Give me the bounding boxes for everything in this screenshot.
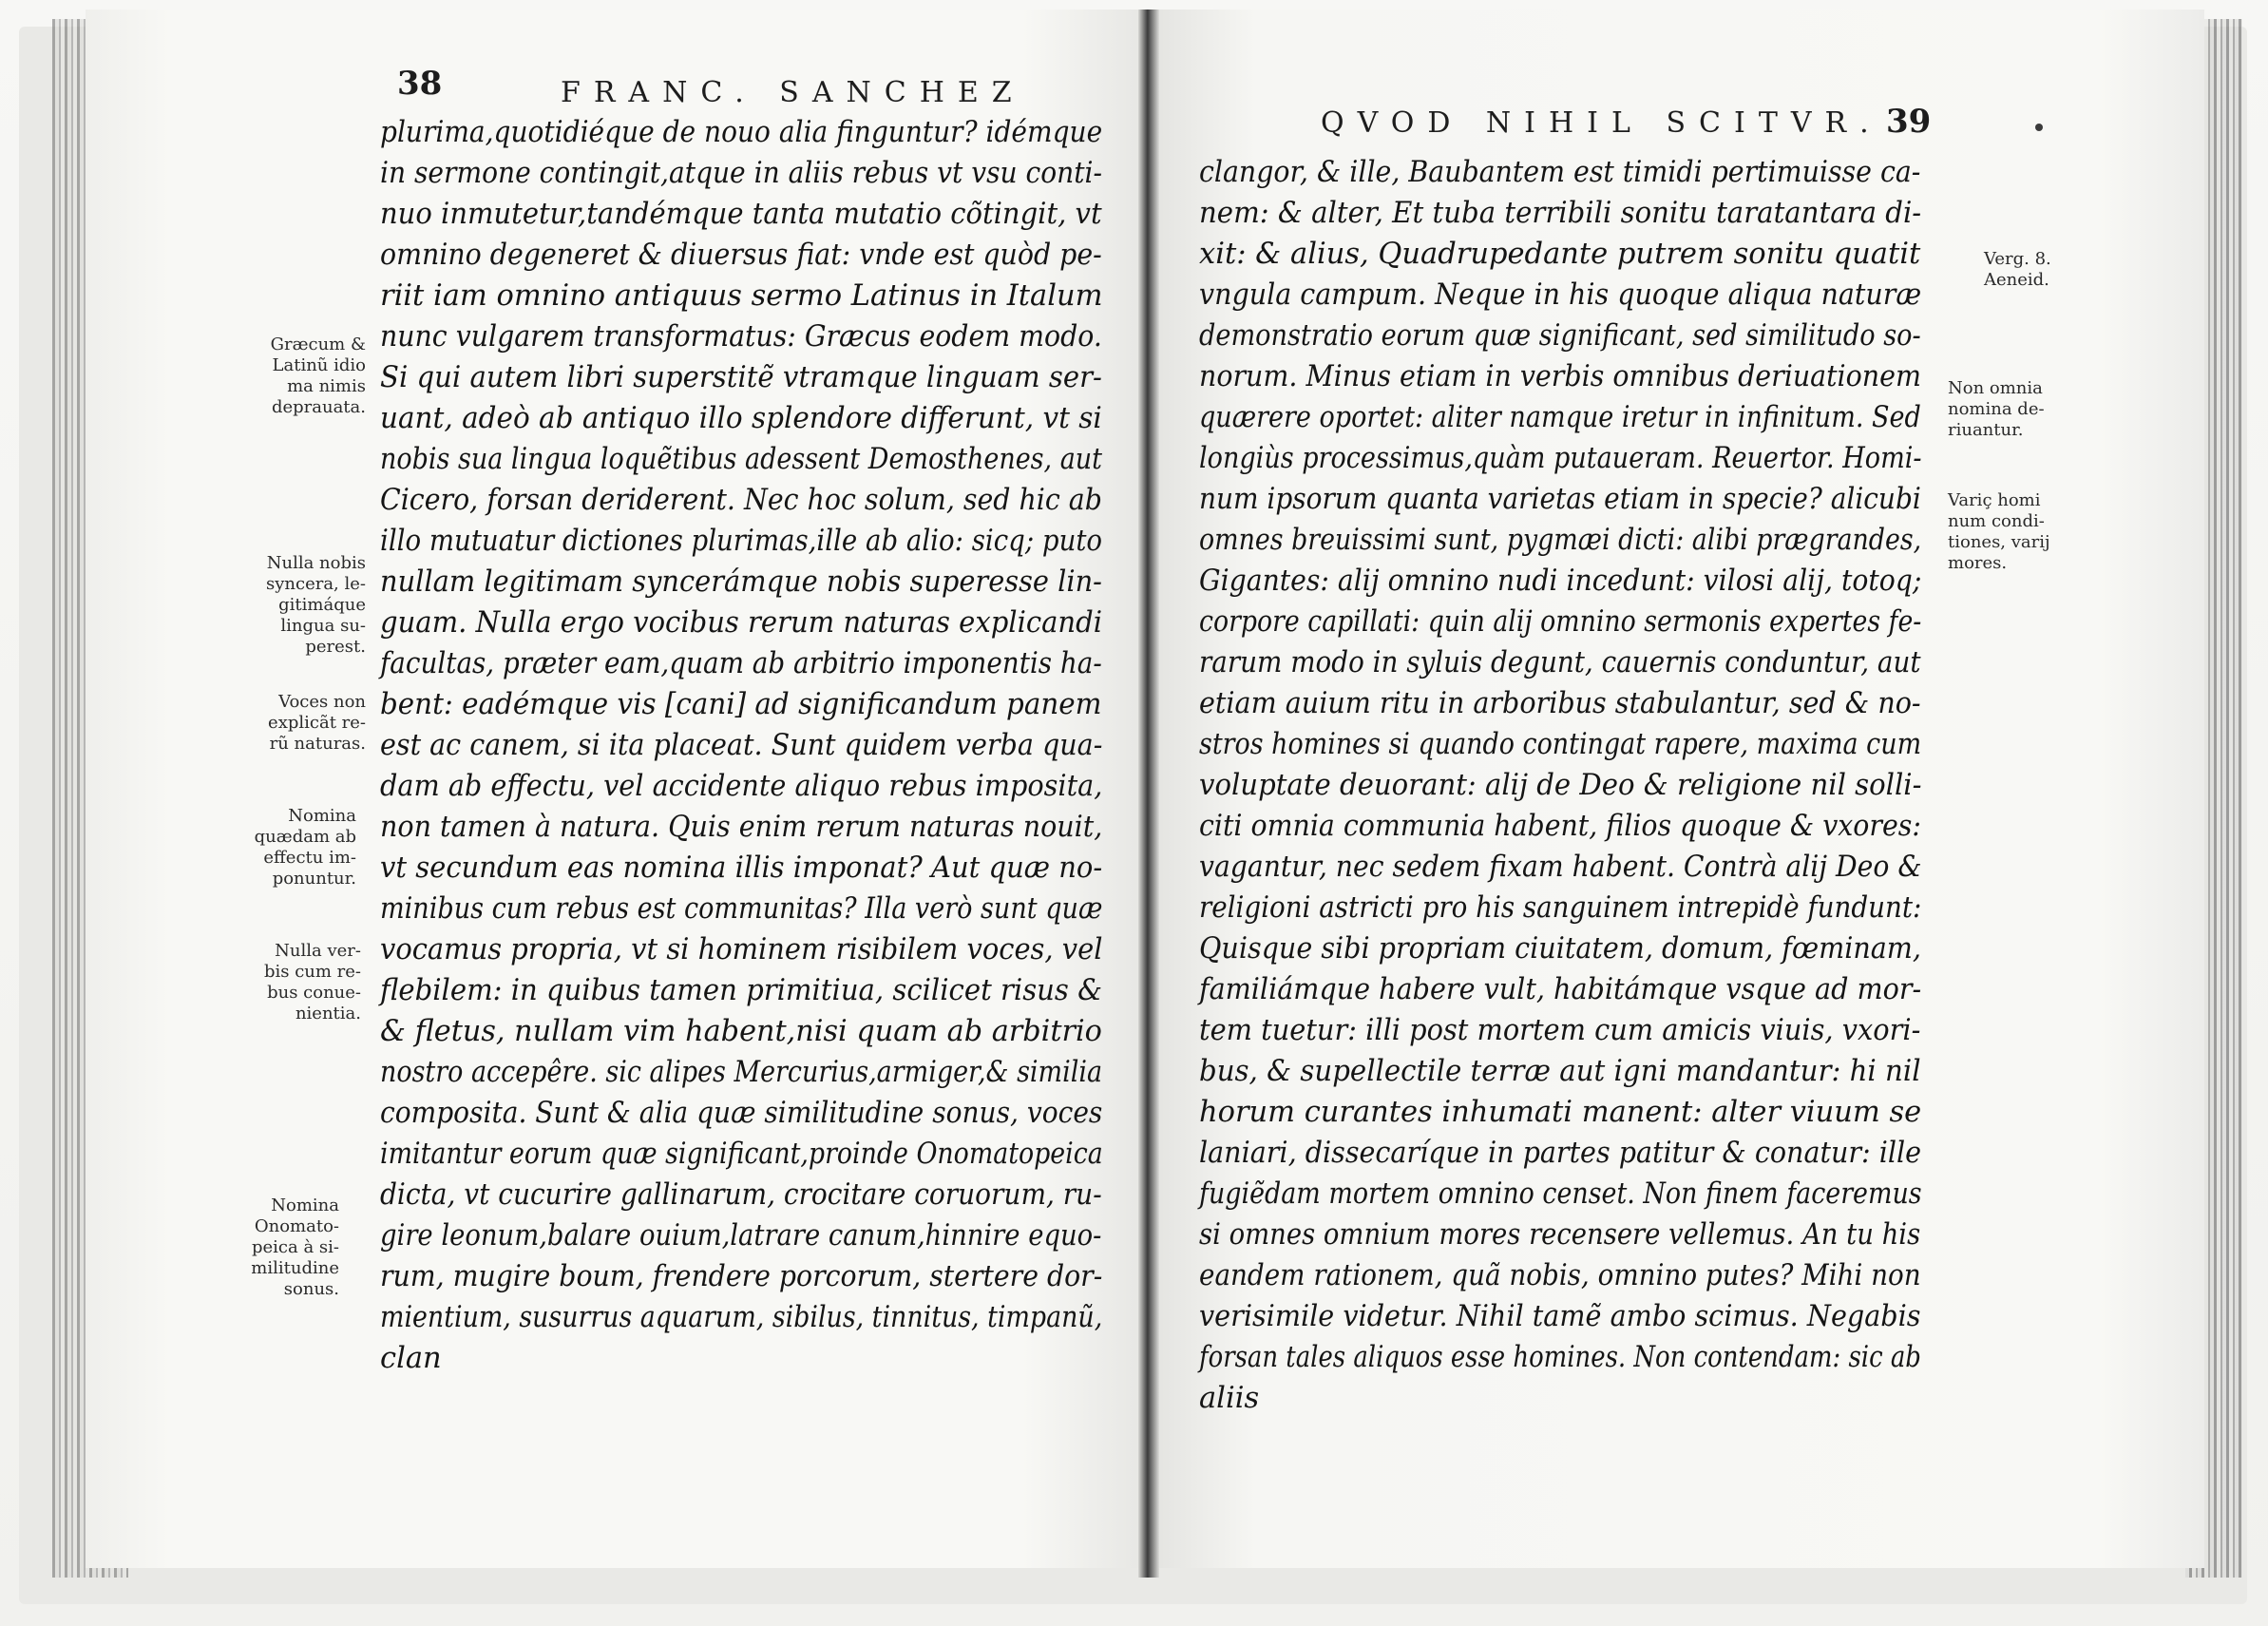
text-line: omnino degeneret & diuersus fiat: vnde est quòd pe-	[380, 239, 1102, 272]
margin-line: gitimáque	[278, 595, 366, 615]
text-line: minibus cum rebus est communitas? Illa verò sunt quæ	[380, 892, 1103, 926]
left-margin-note	[233, 1196, 339, 1300]
text-line: forsan tales aliquos esse homines. Non contendam: sic ab	[1199, 1341, 1921, 1374]
margin-line: explicãt re-	[268, 713, 366, 733]
text-line: si omnes omnium mores recensere vellemus. An tu his	[1199, 1218, 1921, 1252]
text-line: corpore capillati: quin alij omnino sermonis expertes fe-	[1199, 605, 1922, 639]
text-line: nem: & alter, Et tuba terribili sonitu taratantara di-	[1199, 197, 1922, 230]
text-line: vngula campum. Neque in his quoque aliqua naturæ	[1199, 278, 1922, 312]
text-line: est ac canem, si ita placeat. Sunt quidem verba qua-	[380, 729, 1103, 762]
left-margin-note	[233, 806, 356, 890]
text-line: uant, adeò ab antiquo illo splendore differunt, vt si	[380, 402, 1102, 435]
text-line: dicta, vt cucurire gallinarum, crocitare coruorum, ru-	[380, 1178, 1102, 1212]
right-folio: 39	[1886, 103, 1932, 141]
text-line: in sermone contingit,atque in aliis rebus vt vsu conti-	[380, 157, 1103, 190]
margin-line: Nulla ver-	[275, 941, 361, 961]
margin-line: Non omnia	[1948, 378, 2043, 398]
margin-line: nientia.	[295, 1004, 361, 1023]
text-line: non tamen à natura. Quis enim rerum naturas nouit,	[380, 811, 1103, 844]
margin-line: Verg. 8.	[1984, 249, 2051, 269]
margin-line: Onomato-	[254, 1216, 339, 1236]
text-line: horum curantes inhumati manent: alter viuum se	[1199, 1096, 1922, 1129]
margin-line: bus conue-	[267, 983, 361, 1003]
text-line: etiam auium ritu in arboribus stabulantur, sed & no-	[1199, 687, 1921, 720]
text-line: imitantur eorum quæ significant,proinde Onomatopeica	[380, 1138, 1103, 1171]
left-page-text	[380, 112, 1202, 1379]
text-line: familiámque habere vult, habitámque vsque ad mor-	[1199, 973, 1922, 1006]
text-line: bent: eadémque vis [cani] ad significandum panem	[380, 688, 1102, 721]
left-margin-note	[233, 941, 361, 1024]
text-line: facultas, præter eam,quam ab arbitrio imponentis ha-	[380, 647, 1102, 680]
text-line: & fletus, nullam vim habent,nisi quam ab arbitrio	[380, 1015, 1102, 1048]
margin-line: effectu im-	[263, 848, 356, 868]
text-line: citi omnia communia habent, filios quoque & vxores:	[1199, 810, 1921, 843]
text-line: vagantur, nec sedem fixam habent. Contrà alij Deo &	[1199, 851, 1922, 884]
text-line: voluptate deuorant: alij de Deo & religione nil solli-	[1199, 769, 1922, 802]
text-line: bus, & supellectile terræ aut igni mandantur: hi nil	[1199, 1055, 1921, 1088]
margin-line: Nomina	[288, 806, 356, 826]
text-line: rarum modo in syluis degunt, cauernis conduntur, aut	[1199, 646, 1921, 679]
ink-speck	[2035, 124, 2043, 131]
right-margin-note	[1984, 249, 2051, 291]
margin-line: rũ naturas.	[269, 734, 366, 754]
margin-line: quædam ab	[254, 827, 356, 847]
left-margin-note	[233, 335, 366, 418]
text-line: dam ab effectu, vel accidente aliquo rebus imposita,	[380, 770, 1103, 803]
margin-line: Nulla nobis	[266, 553, 366, 573]
margin-line: perest.	[305, 637, 366, 657]
right-margin-note	[1948, 490, 2050, 574]
margin-line: num condi-	[1948, 511, 2045, 531]
text-line: demonstratio eorum quæ significant, sed similitudo so-	[1199, 319, 1921, 353]
text-line: riit iam omnino antiquus sermo Latinus in Italum	[380, 279, 1103, 313]
margin-line: deprauata.	[271, 397, 366, 417]
margin-line: Latinũ idio	[272, 355, 366, 375]
text-line: nobis sua lingua loquẽtibus adessent Demosthenes, aut	[380, 443, 1103, 476]
margin-line: Nomina	[271, 1196, 339, 1215]
margin-line: sonus.	[283, 1279, 339, 1299]
margin-line: tiones, varij	[1948, 532, 2050, 552]
margin-line: lingua su-	[280, 616, 366, 636]
text-line: Gigantes: alij omnino nudi incedunt: vilosi alij, totoq;	[1199, 564, 1922, 598]
margin-line: syncera, le-	[265, 574, 366, 594]
right-page-text	[1199, 152, 2049, 1419]
right-running-head: QVOD NIHIL SCITVR.	[1321, 106, 1882, 140]
margin-line: riuantur.	[1948, 420, 2024, 440]
text-line: omnes breuissimi sunt, pygmæi dicti: alibi prægrandes,	[1199, 524, 1922, 557]
text-line: tem tuetur: illi post mortem cum amicis viuis, vxori-	[1199, 1014, 1921, 1047]
text-line: guam. Nulla ergo vocibus rerum naturas explicandi	[380, 606, 1103, 640]
text-line: religioni astricti pro his sanguinem intrepidè fundunt:	[1199, 891, 1922, 925]
margin-line: Græcum &	[270, 335, 366, 354]
margin-line: bis cum re-	[263, 962, 361, 982]
margin-line: Voces non	[278, 692, 366, 712]
text-line: norum. Minus etiam in verbis omnibus deriuationem	[1199, 360, 1921, 393]
text-line: clangor, & ille, Baubantem est timidi pertimuisse ca-	[1199, 156, 1921, 189]
margin-line: militudine	[251, 1258, 339, 1278]
margin-line: Aeneid.	[1984, 270, 2049, 290]
text-line: Quisque sibi propriam ciuitatem, domum, fœminam,	[1199, 932, 1922, 966]
text-line: nostro accepêre. sic alipes Mercurius,armiger,& similia	[380, 1056, 1103, 1089]
text-line: aliis	[1199, 1382, 1260, 1415]
right-margin-note	[1948, 378, 2045, 441]
text-line: verisimile videtur. Nihil tamẽ ambo scimus. Negabis	[1199, 1300, 1921, 1333]
margin-line: ponuntur.	[272, 869, 356, 889]
text-line: num ipsorum quanta varietas etiam in specie? alicubi	[1199, 483, 1921, 516]
text-line: nunc vulgarem transformatus: Græcus eodem modo.	[380, 320, 1102, 354]
text-line: fugiẽdam mortem omnino censet. Non finem faceremus	[1199, 1177, 1922, 1211]
text-line: stros homines si quando contingat rapere, maxima cum	[1199, 728, 1922, 761]
text-line: Cicero, forsan deriderent. Nec hoc solum, sed hic ab	[380, 484, 1102, 517]
text-line: Si qui autem libri superstitẽ vtramque linguam ser-	[380, 361, 1102, 394]
text-line: vocamus propria, vt si hominem risibilem voces, vel	[380, 933, 1103, 966]
text-line: plurima,quotidiéque de nouo alia finguntur? idémque	[380, 116, 1103, 149]
text-line: vt secundum eas nomina illis imponat? Aut quæ no-	[380, 851, 1103, 885]
text-line: gire leonum,balare ouium,latrare canum,hinnire equo-	[380, 1219, 1102, 1253]
text-line: illo mutuatur dictiones plurimas,ille ab alio: sicq; puto	[380, 525, 1103, 558]
text-line: nuo inmutetur,tandémque tanta mutatio cõtingit, vt	[380, 198, 1102, 231]
text-line: laniari, dissecaríque in partes patitur & conatur: ille	[1199, 1137, 1922, 1170]
text-line: quærere oportet: aliter namque iretur in infinitum. Sed	[1199, 401, 1921, 434]
text-line: clan	[380, 1342, 442, 1375]
margin-line: nomina de-	[1948, 399, 2045, 419]
text-line: xit: & alius, Quadrupedante putrem sonitu quatit	[1199, 238, 1921, 271]
margin-line: ma nimis	[287, 376, 366, 396]
text-line: mientium, susurrus aquarum, sibilus, tinnitus, timpanũ,	[380, 1301, 1103, 1334]
left-running-head: FRANC. SANCHEZ	[561, 76, 1025, 109]
text-line: flebilem: in quibus tamen primitiua, scilicet risus &	[380, 974, 1102, 1007]
text-line: nullam legitimam syncerámque nobis superesse lin-	[380, 565, 1102, 599]
left-margin-note	[233, 553, 366, 658]
margin-line: Variç homi	[1948, 490, 2041, 510]
left-margin-note	[233, 692, 366, 755]
margin-line: peica à si-	[252, 1237, 339, 1257]
left-folio: 38	[397, 65, 443, 103]
text-line: eandem rationem, quã nobis, omnino putes? Mihi non	[1199, 1259, 1921, 1292]
margin-line: mores.	[1948, 553, 2008, 573]
text-line: longiùs processimus,quàm putaueram. Reuertor. Homi-	[1199, 442, 1922, 475]
text-line: composita. Sunt & alia quæ similitudine sonus, voces	[380, 1097, 1103, 1130]
text-line: rum, mugire boum, frendere porcorum, stertere dor-	[380, 1260, 1103, 1293]
